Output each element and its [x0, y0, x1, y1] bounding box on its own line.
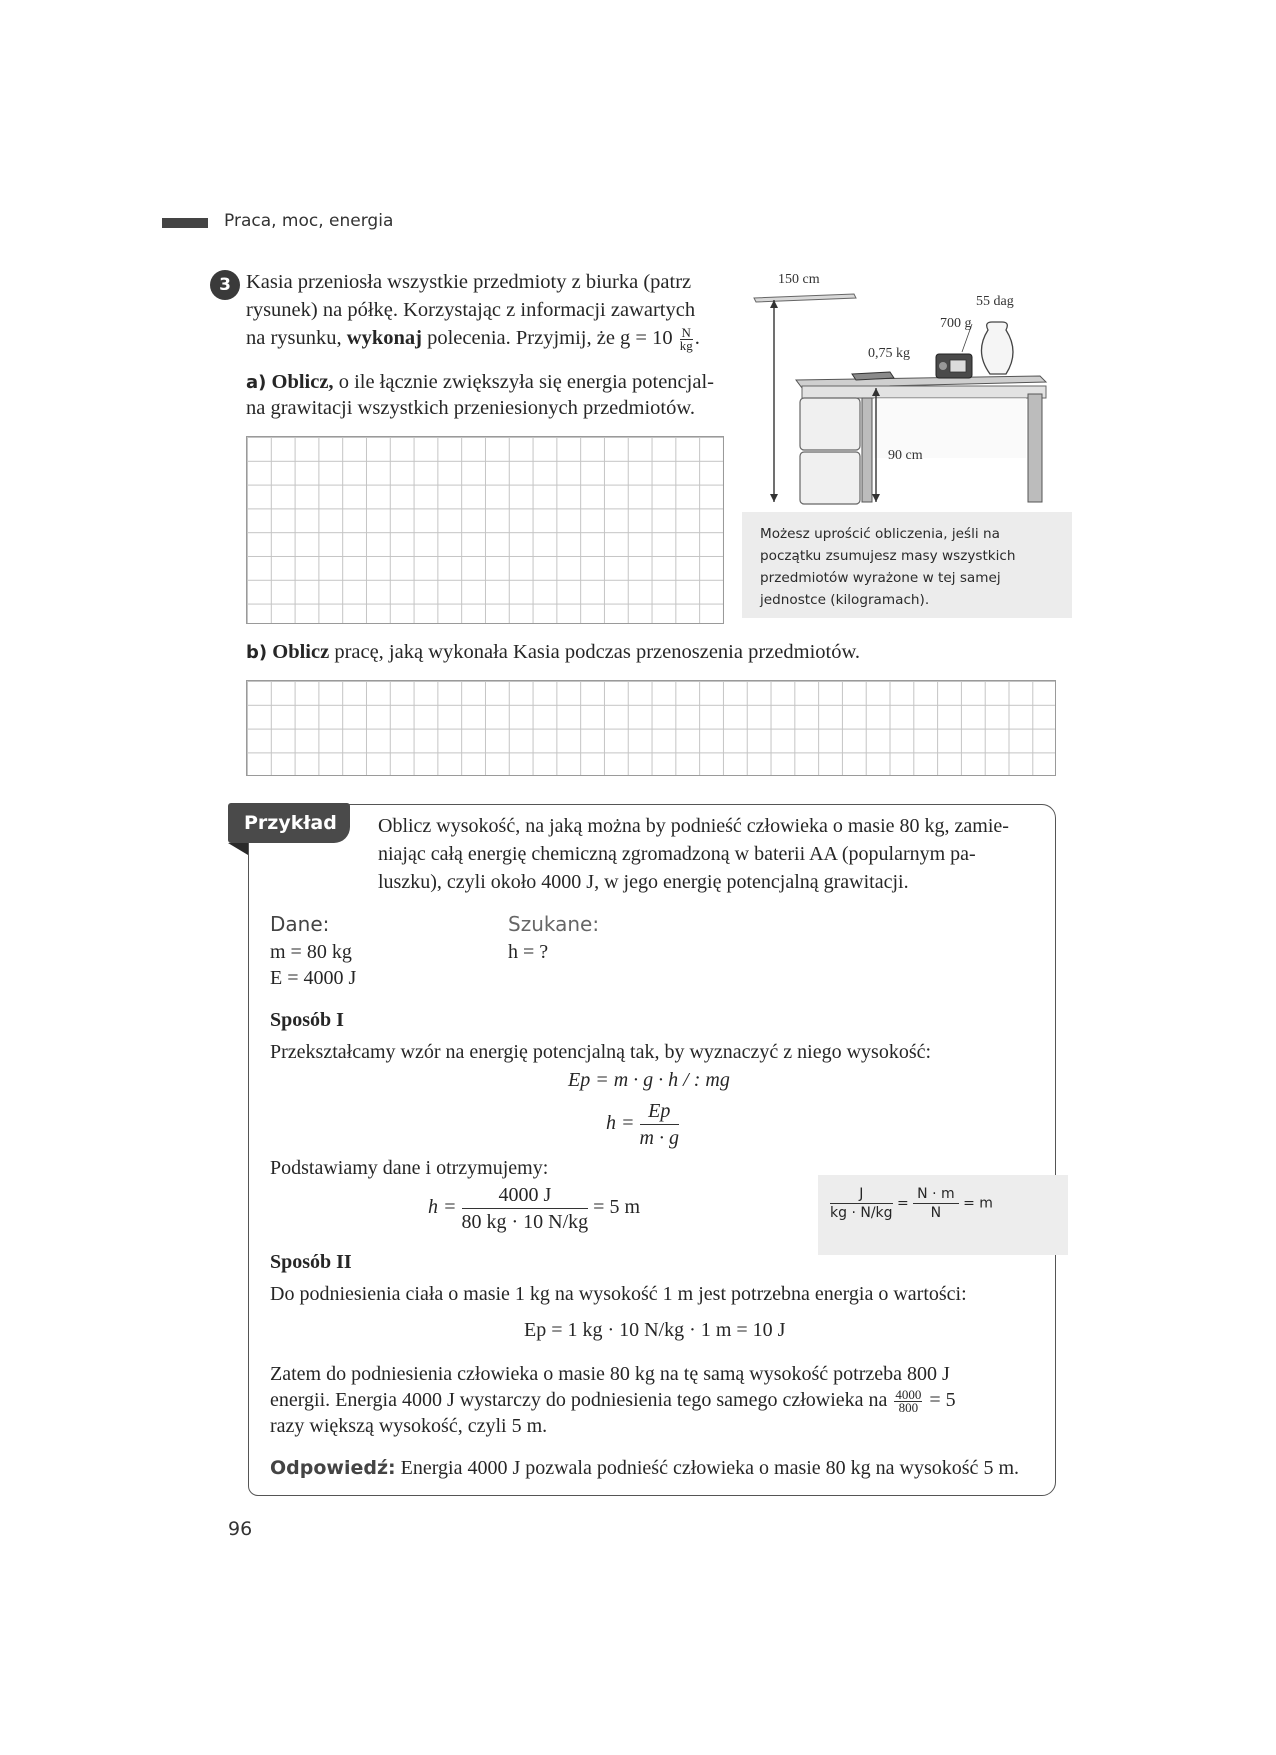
answer-line: Odpowiedź: Energia 4000 J pozwala podnieść człowieka o masie 80 kg na wysokość 5 m. — [270, 1457, 1019, 1479]
task-text-line-2: rysunek) na półkę. Korzystając z informacji zawartych — [246, 299, 696, 321]
answer-grid-b[interactable] — [246, 680, 1056, 776]
zatem-line-1: Zatem do podniesienia człowieka o masie 80 kg na tę samą wysokość potrzeba 800 J — [270, 1363, 950, 1385]
sposob-1-heading: Sposób I — [270, 1009, 344, 1031]
g-unit-fraction: $\frac{N}{kg}$ — [679, 324, 693, 353]
szukane-height: h = ? — [508, 941, 549, 963]
task-text-line-1: Kasia przeniosła wszystkie przedmioty z biurka (patrz — [246, 271, 692, 293]
sposob-2-heading: Sposób II — [270, 1251, 352, 1273]
dane-mass: m = 80 kg — [270, 941, 352, 963]
calculation: h = $\frac{4000 J}{80 kg \cdot 10 N/kg}$ = 5 m — [428, 1184, 641, 1233]
hint-line: początku zsumujesz masy wszystkich — [760, 548, 1016, 564]
hint-line: Możesz uprościć obliczenia, jeśli na — [760, 526, 1000, 542]
radio-mass-label: 700 g — [940, 316, 972, 331]
formula-ep-numeric: Ep = 1 kg · 10 N/kg · 1 m = 10 J — [524, 1319, 786, 1341]
header-bar — [162, 218, 208, 228]
sposob-1-text: Przekształcamy wzór na energię potencjalną tak, by wyznaczyć z niego wysokość: — [270, 1041, 932, 1063]
task-number-badge: 3 — [210, 270, 240, 300]
section-title: Praca, moc, energia — [224, 211, 394, 231]
podstawiamy-text: Podstawiamy dane i otrzymujemy: — [270, 1157, 549, 1179]
page-number: 96 — [228, 1518, 253, 1540]
vase-mass-label: 55 dag — [976, 294, 1014, 309]
shelf-height-label: 150 cm — [778, 272, 820, 287]
example-intro-line: luszku), czyli około 4000 J, w jego energię potencjalną grawitacji. — [378, 871, 909, 893]
sposob-2-text: Do podniesienia ciała o masie 1 kg na wysokość 1 m jest potrzebna energia o wartości: — [270, 1283, 967, 1305]
desk-shelf-figure — [740, 270, 1060, 510]
task-b-line: b) Oblicz pracę, jaką wykonała Kasia podczas przenoszenia przedmiotów. — [246, 641, 861, 663]
hint-line: jednostce (kilogramach). — [760, 592, 930, 608]
book-mass-label: 0,75 kg — [868, 346, 910, 361]
answer-grid-a[interactable] — [246, 436, 724, 624]
example-intro-line: Oblicz wysokość, na jaką można by podnieść człowieka o masie 80 kg, zamie- — [378, 815, 1009, 837]
unit-check-box: $\frac{J}{kg \cdot N/kg}$ = $\frac{N \cdot m}{N}$ = m — [818, 1175, 1068, 1255]
example-tab-fold — [228, 843, 248, 855]
example-intro-line: niając całą energię chemiczną zgromadzoną w baterii AA (popularnym pa- — [378, 843, 976, 865]
task-a-line-1: a) Oblicz, o ile łącznie zwiększyła się energia potencjal- — [246, 371, 714, 393]
dane-heading: Dane: — [270, 912, 330, 936]
desk-height-label: 90 cm — [888, 448, 923, 463]
dane-energy: E = 4000 J — [270, 967, 357, 989]
zatem-line-2: energii. Energia 4000 J wystarczy do podniesienia tego samego człowieka na $\frac{4000}{800}$ = 5 — [270, 1386, 956, 1415]
hint-box — [742, 512, 1072, 618]
example-tab: Przykład — [228, 803, 350, 843]
task-text-line-3: na rysunku, wykonaj polecenia. Przyjmij, że g = 10 $\frac{N}{kg}$ . — [246, 324, 700, 353]
szukane-heading: Szukane: — [508, 912, 600, 936]
hint-line: przedmiotów wyrażone w tej samej — [760, 570, 1001, 586]
task-a-line-2: na grawitacji wszystkich przeniesionych przedmiotów. — [246, 397, 695, 419]
formula-ep-mgh: Ep = m · g · h / : mg — [568, 1069, 730, 1091]
zatem-line-3: razy większą wysokość, czyli 5 m. — [270, 1415, 548, 1437]
formula-h-fraction: h = $\frac{Ep}{m \cdot g}$ — [606, 1100, 679, 1149]
